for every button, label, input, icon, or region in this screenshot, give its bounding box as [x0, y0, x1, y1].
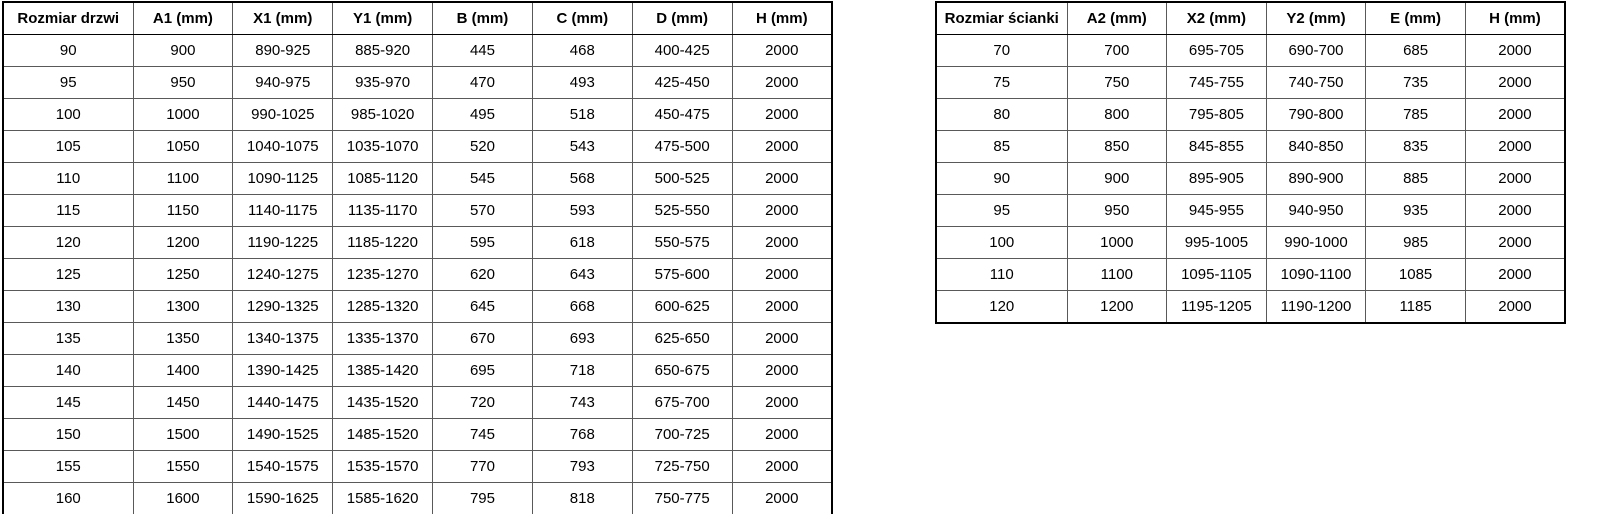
table-cell: 160 — [3, 483, 133, 514]
table-cell: 995-1005 — [1167, 227, 1267, 259]
table-cell: 470 — [433, 67, 533, 99]
table-cell: 743 — [532, 387, 632, 419]
table-cell: 745-755 — [1167, 67, 1267, 99]
wall-size-table — [935, 1, 1566, 324]
table-cell: 1490-1525 — [233, 419, 333, 451]
table-cell: 1535-1570 — [333, 451, 433, 483]
table-cell: 935-970 — [333, 67, 433, 99]
table-cell: 1050 — [133, 131, 233, 163]
table-cell: 1400 — [133, 355, 233, 387]
table-cell: 800 — [1067, 99, 1167, 131]
table-cell: 850 — [1067, 131, 1167, 163]
table-row — [3, 99, 832, 131]
header-cell: H (mm) — [1465, 2, 1565, 35]
table-cell: 1090-1125 — [233, 163, 333, 195]
table-cell: 650-675 — [632, 355, 732, 387]
table-cell: 105 — [3, 131, 133, 163]
table-row — [3, 163, 832, 195]
table-cell: 1390-1425 — [233, 355, 333, 387]
table-cell: 2000 — [732, 67, 832, 99]
table-cell: 940-950 — [1266, 195, 1366, 227]
table-cell: 2000 — [732, 259, 832, 291]
table-cell: 1335-1370 — [333, 323, 433, 355]
header-cell: Rozmiar drzwi — [3, 2, 133, 35]
header-cell: A2 (mm) — [1067, 2, 1167, 35]
table-cell: 2000 — [732, 227, 832, 259]
table-cell: 595 — [433, 227, 533, 259]
table-cell: 940-975 — [233, 67, 333, 99]
table-cell: 2000 — [1465, 227, 1565, 259]
table-cell: 140 — [3, 355, 133, 387]
table-cell: 750-775 — [632, 483, 732, 514]
table-cell: 75 — [936, 67, 1067, 99]
table-cell: 450-475 — [632, 99, 732, 131]
table-cell: 1240-1275 — [233, 259, 333, 291]
table-cell: 90 — [3, 35, 133, 67]
table-cell: 895-905 — [1167, 163, 1267, 195]
table-cell: 950 — [1067, 195, 1167, 227]
table-cell: 795 — [433, 483, 533, 514]
table-cell: 545 — [433, 163, 533, 195]
table-row — [936, 35, 1565, 67]
table-cell: 845-855 — [1167, 131, 1267, 163]
header-row — [3, 2, 832, 35]
table-row — [3, 387, 832, 419]
table-row — [936, 259, 1565, 291]
table-cell: 795-805 — [1167, 99, 1267, 131]
table-cell: 1000 — [1067, 227, 1167, 259]
table-cell: 685 — [1366, 35, 1466, 67]
table-cell: 2000 — [1465, 259, 1565, 291]
table-cell: 1485-1520 — [333, 419, 433, 451]
table-cell: 518 — [532, 99, 632, 131]
table-row — [3, 227, 832, 259]
table-cell: 115 — [3, 195, 133, 227]
table-cell: 2000 — [732, 323, 832, 355]
table-cell: 2000 — [732, 163, 832, 195]
table-cell: 568 — [532, 163, 632, 195]
table-cell: 620 — [433, 259, 533, 291]
table-cell: 100 — [3, 99, 133, 131]
table-cell: 645 — [433, 291, 533, 323]
table-cell: 1500 — [133, 419, 233, 451]
table-row — [3, 355, 832, 387]
table-cell: 1200 — [133, 227, 233, 259]
table-cell: 695-705 — [1167, 35, 1267, 67]
table-cell: 2000 — [1465, 131, 1565, 163]
table-cell: 135 — [3, 323, 133, 355]
table-cell: 1285-1320 — [333, 291, 433, 323]
table-row — [3, 259, 832, 291]
table-cell: 695 — [433, 355, 533, 387]
table-cell: 130 — [3, 291, 133, 323]
table-cell: 2000 — [732, 291, 832, 323]
table-cell: 468 — [532, 35, 632, 67]
table-cell: 543 — [532, 131, 632, 163]
table-cell: 90 — [936, 163, 1067, 195]
table-cell: 900 — [1067, 163, 1167, 195]
wall-size-table — [935, 1, 1566, 324]
table-cell: 1000 — [133, 99, 233, 131]
table-row — [3, 131, 832, 163]
table-cell: 2000 — [732, 355, 832, 387]
table-row — [3, 67, 832, 99]
table-cell: 890-925 — [233, 35, 333, 67]
table-cell: 70 — [936, 35, 1067, 67]
table-row — [936, 99, 1565, 131]
table-cell: 2000 — [1465, 291, 1565, 324]
table-row — [936, 195, 1565, 227]
table-cell: 1100 — [1067, 259, 1167, 291]
table-cell: 793 — [532, 451, 632, 483]
table-cell: 2000 — [732, 195, 832, 227]
table-cell: 1150 — [133, 195, 233, 227]
header-cell: B (mm) — [433, 2, 533, 35]
table-cell: 818 — [532, 483, 632, 514]
table-cell: 700 — [1067, 35, 1167, 67]
table-cell: 835 — [1366, 131, 1466, 163]
table-cell: 745 — [433, 419, 533, 451]
table-cell: 2000 — [732, 451, 832, 483]
table-cell: 525-550 — [632, 195, 732, 227]
table-cell: 1095-1105 — [1167, 259, 1267, 291]
table-cell: 2000 — [1465, 35, 1565, 67]
table-cell: 1435-1520 — [333, 387, 433, 419]
table-cell: 2000 — [1465, 67, 1565, 99]
table-row — [936, 291, 1565, 324]
table-cell: 550-575 — [632, 227, 732, 259]
table-cell: 495 — [433, 99, 533, 131]
table-cell: 720 — [433, 387, 533, 419]
table-cell: 885 — [1366, 163, 1466, 195]
header-cell: C (mm) — [532, 2, 632, 35]
table-cell: 1085 — [1366, 259, 1466, 291]
table-cell: 95 — [936, 195, 1067, 227]
table-cell: 618 — [532, 227, 632, 259]
table-cell: 520 — [433, 131, 533, 163]
table-cell: 790-800 — [1266, 99, 1366, 131]
table-cell: 935 — [1366, 195, 1466, 227]
header-cell: E (mm) — [1366, 2, 1466, 35]
table-cell: 900 — [133, 35, 233, 67]
table-cell: 2000 — [732, 387, 832, 419]
table-row — [936, 163, 1565, 195]
table-row — [3, 419, 832, 451]
table-cell: 1250 — [133, 259, 233, 291]
table-cell: 400-425 — [632, 35, 732, 67]
table-cell: 600-625 — [632, 291, 732, 323]
header-cell: D (mm) — [632, 2, 732, 35]
table-cell: 1185 — [1366, 291, 1466, 324]
table-row — [3, 35, 832, 67]
table-cell: 1540-1575 — [233, 451, 333, 483]
table-cell: 725-750 — [632, 451, 732, 483]
table-cell: 1195-1205 — [1167, 291, 1267, 324]
table-row — [3, 323, 832, 355]
table-cell: 675-700 — [632, 387, 732, 419]
table-cell: 1085-1120 — [333, 163, 433, 195]
table-cell: 990-1025 — [233, 99, 333, 131]
table-cell: 80 — [936, 99, 1067, 131]
table-cell: 1135-1170 — [333, 195, 433, 227]
table-row — [3, 195, 832, 227]
header-row — [936, 2, 1565, 35]
table-cell: 145 — [3, 387, 133, 419]
table-cell: 493 — [532, 67, 632, 99]
header-cell: X2 (mm) — [1167, 2, 1267, 35]
door-size-table — [2, 1, 833, 514]
table-cell: 1440-1475 — [233, 387, 333, 419]
table-cell: 945-955 — [1167, 195, 1267, 227]
table-cell: 740-750 — [1266, 67, 1366, 99]
table-cell: 950 — [133, 67, 233, 99]
table-cell: 575-600 — [632, 259, 732, 291]
table-cell: 2000 — [732, 483, 832, 514]
table-cell: 1190-1225 — [233, 227, 333, 259]
table-cell: 155 — [3, 451, 133, 483]
table-cell: 570 — [433, 195, 533, 227]
table-cell: 445 — [433, 35, 533, 67]
table-row — [936, 131, 1565, 163]
table-cell: 770 — [433, 451, 533, 483]
table-cell: 500-525 — [632, 163, 732, 195]
table-cell: 2000 — [732, 131, 832, 163]
table-cell: 85 — [936, 131, 1067, 163]
table-cell: 1100 — [133, 163, 233, 195]
table-row — [3, 451, 832, 483]
table-cell: 110 — [936, 259, 1067, 291]
table-cell: 1340-1375 — [233, 323, 333, 355]
door-size-table — [2, 1, 833, 514]
table-cell: 1350 — [133, 323, 233, 355]
table-cell: 750 — [1067, 67, 1167, 99]
header-cell: Rozmiar ścianki — [936, 2, 1067, 35]
table-cell: 475-500 — [632, 131, 732, 163]
table-cell: 1290-1325 — [233, 291, 333, 323]
table-cell: 990-1000 — [1266, 227, 1366, 259]
table-cell: 735 — [1366, 67, 1466, 99]
table-cell: 768 — [532, 419, 632, 451]
table-cell: 1035-1070 — [333, 131, 433, 163]
table-cell: 1090-1100 — [1266, 259, 1366, 291]
table-cell: 2000 — [1465, 163, 1565, 195]
table-cell: 785 — [1366, 99, 1466, 131]
table-cell: 1140-1175 — [233, 195, 333, 227]
table-row — [3, 483, 832, 514]
table-cell: 1235-1270 — [333, 259, 433, 291]
table-cell: 2000 — [1465, 195, 1565, 227]
table-cell: 2000 — [732, 35, 832, 67]
table-cell: 625-650 — [632, 323, 732, 355]
table-cell: 1450 — [133, 387, 233, 419]
header-cell: Y2 (mm) — [1266, 2, 1366, 35]
table-cell: 1040-1075 — [233, 131, 333, 163]
table-cell: 643 — [532, 259, 632, 291]
table-cell: 120 — [936, 291, 1067, 324]
table-cell: 690-700 — [1266, 35, 1366, 67]
table-cell: 120 — [3, 227, 133, 259]
table-cell: 885-920 — [333, 35, 433, 67]
table-cell: 718 — [532, 355, 632, 387]
table-cell: 1550 — [133, 451, 233, 483]
table-row — [936, 227, 1565, 259]
table-cell: 2000 — [732, 99, 832, 131]
table-cell: 2000 — [1465, 99, 1565, 131]
table-cell: 110 — [3, 163, 133, 195]
table-cell: 100 — [936, 227, 1067, 259]
table-cell: 1600 — [133, 483, 233, 514]
table-cell: 700-725 — [632, 419, 732, 451]
table-cell: 668 — [532, 291, 632, 323]
table-cell: 1385-1420 — [333, 355, 433, 387]
table-cell: 670 — [433, 323, 533, 355]
table-cell: 1585-1620 — [333, 483, 433, 514]
table-cell: 593 — [532, 195, 632, 227]
table-cell: 125 — [3, 259, 133, 291]
header-cell: H (mm) — [732, 2, 832, 35]
table-cell: 890-900 — [1266, 163, 1366, 195]
table-cell: 1200 — [1067, 291, 1167, 324]
table-cell: 1590-1625 — [233, 483, 333, 514]
header-cell: A1 (mm) — [133, 2, 233, 35]
table-cell: 2000 — [732, 419, 832, 451]
table-cell: 985 — [1366, 227, 1466, 259]
table-row — [3, 291, 832, 323]
table-cell: 95 — [3, 67, 133, 99]
table-cell: 150 — [3, 419, 133, 451]
table-cell: 985-1020 — [333, 99, 433, 131]
table-cell: 840-850 — [1266, 131, 1366, 163]
table-cell: 1300 — [133, 291, 233, 323]
header-cell: X1 (mm) — [233, 2, 333, 35]
header-cell: Y1 (mm) — [333, 2, 433, 35]
table-row — [936, 67, 1565, 99]
table-cell: 1185-1220 — [333, 227, 433, 259]
table-cell: 425-450 — [632, 67, 732, 99]
table-cell: 693 — [532, 323, 632, 355]
table-cell: 1190-1200 — [1266, 291, 1366, 324]
